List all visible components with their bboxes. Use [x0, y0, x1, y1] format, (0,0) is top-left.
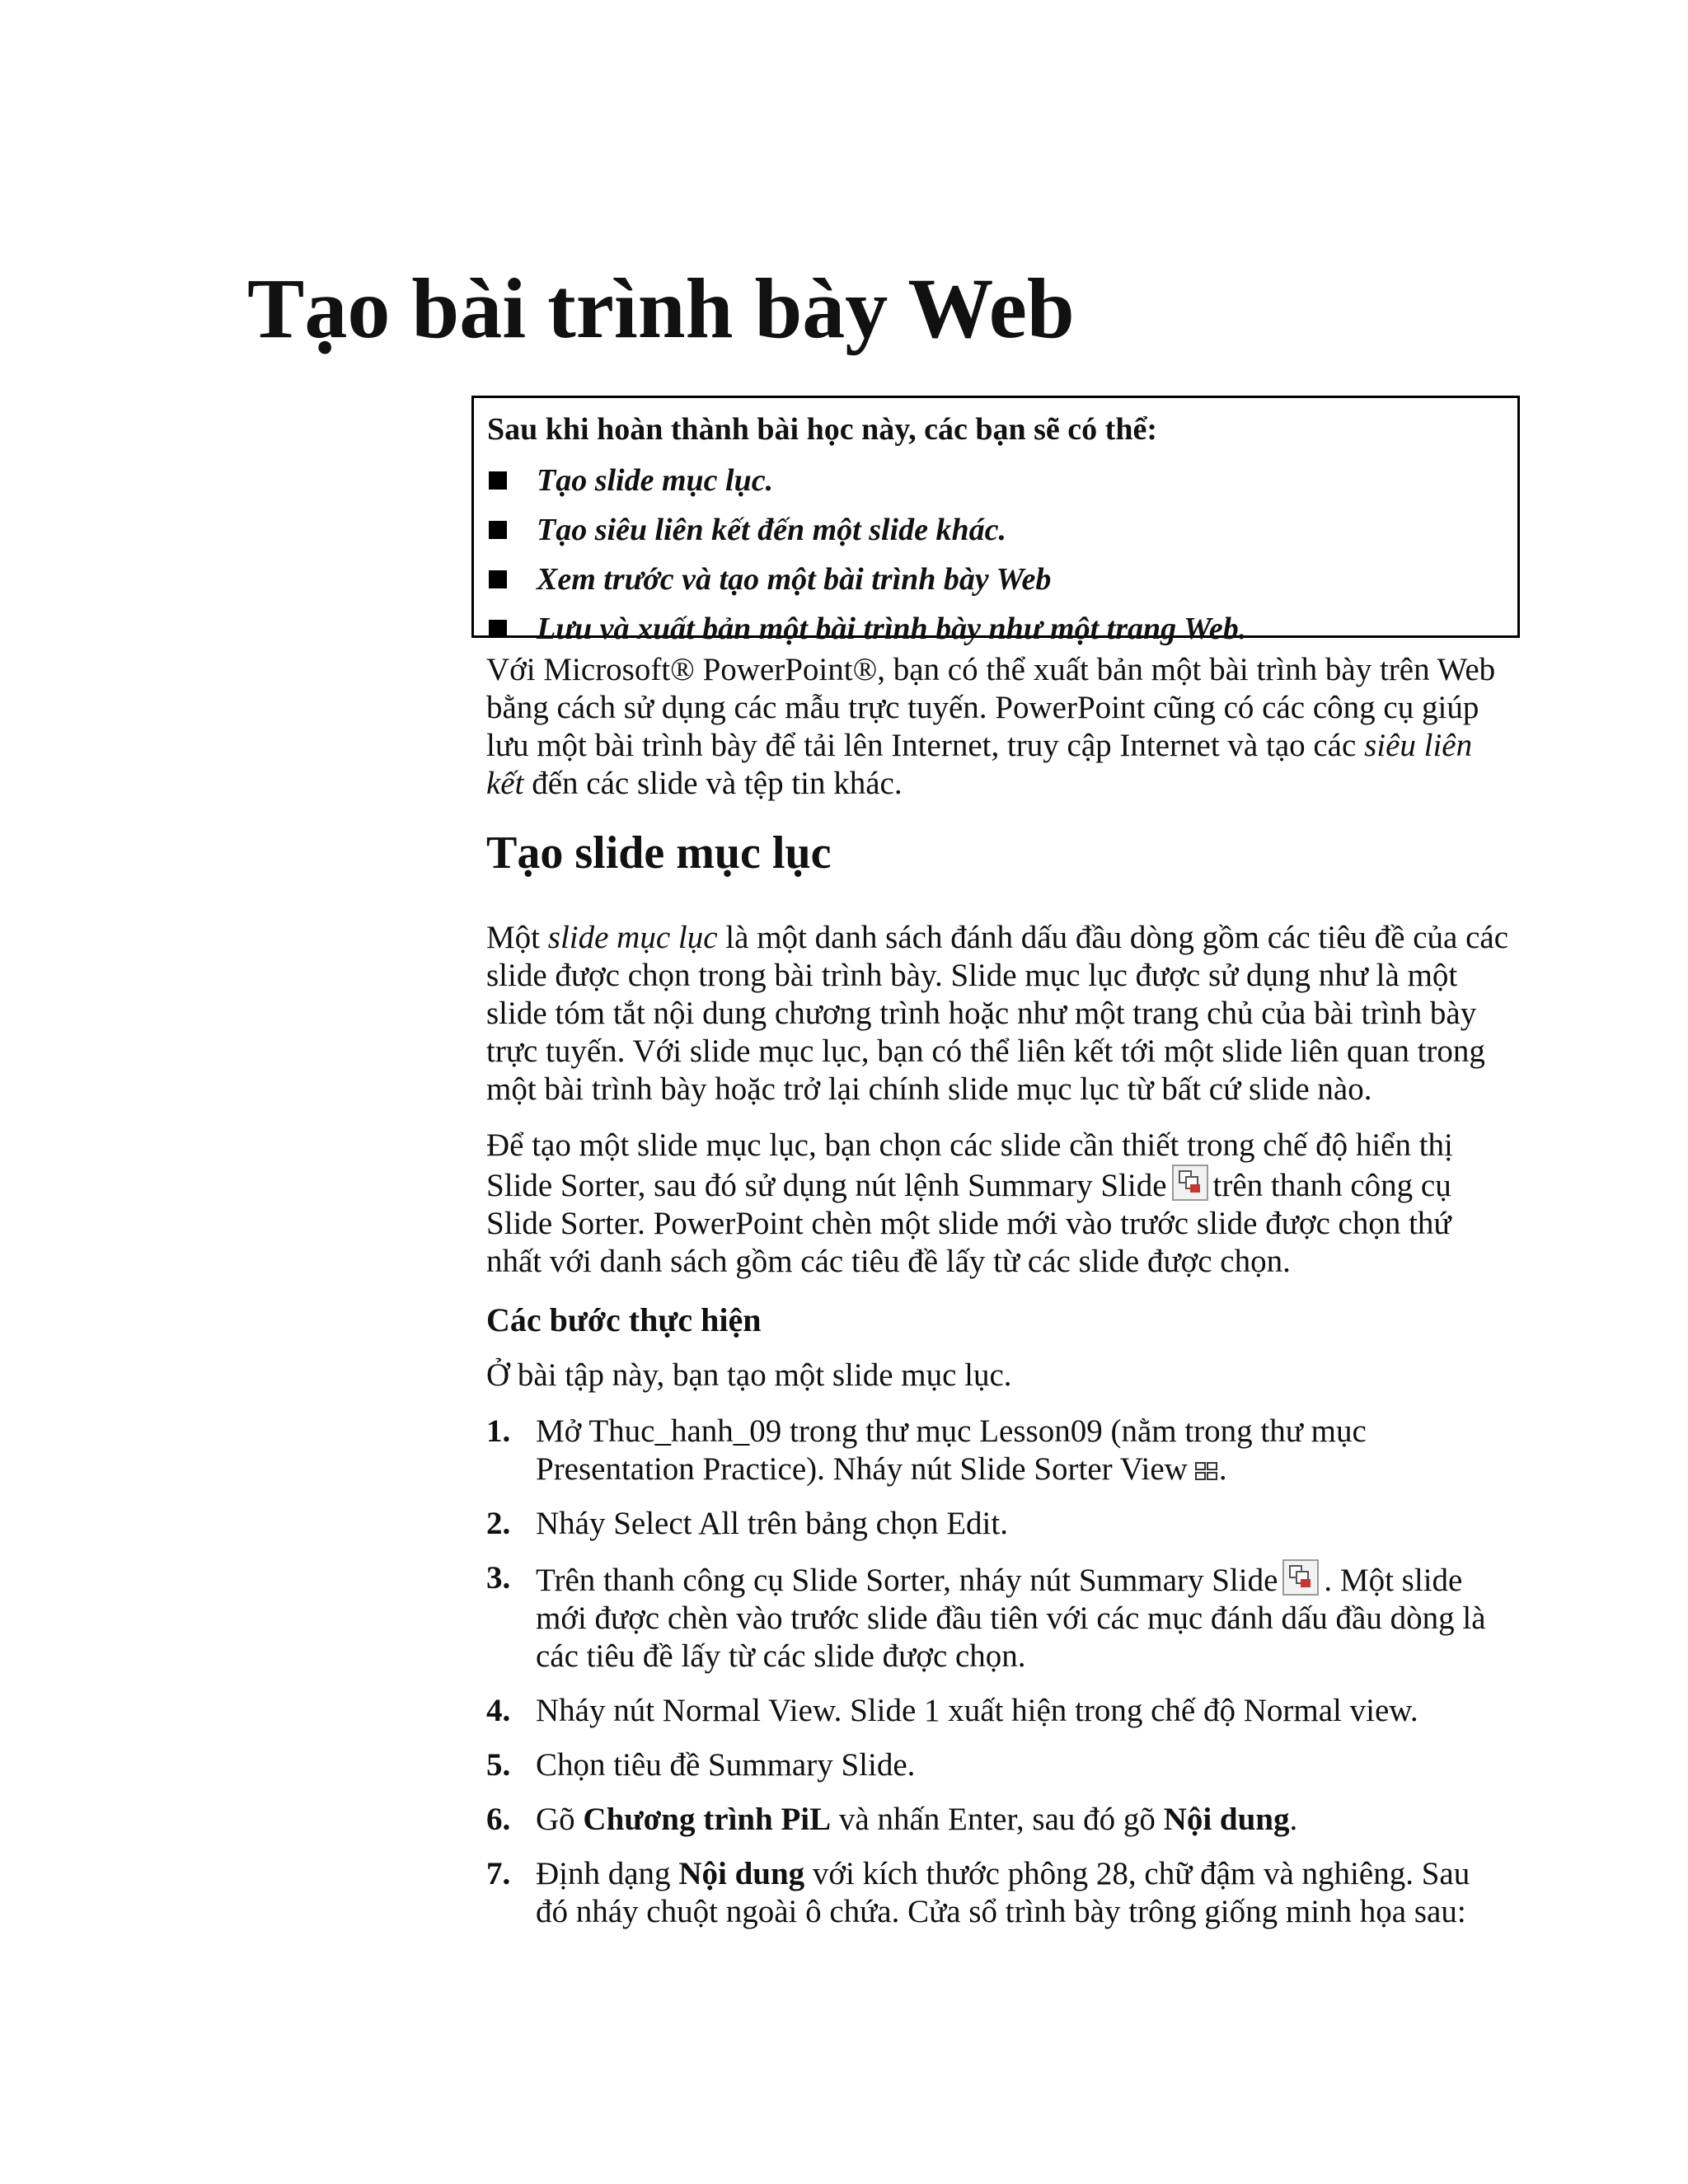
- bullet-square-icon: [489, 471, 507, 490]
- step-item: 3. Trên thanh công cụ Slide Sorter, nháy nút Summary Slide . Một slide mới được chèn vào trước slide đầu tiên với các mục đánh dấu đầu dòng là các tiêu đề lấy từ các slide được chọn.: [486, 1560, 1486, 1675]
- steps-heading: Các bước thực hiện: [486, 1301, 762, 1339]
- page-title: Tạo bài trình bày Web: [247, 261, 1075, 356]
- objective-item: Lưu và xuất bản một bài trình bày như một trang Web.: [487, 604, 1504, 654]
- steps-intro: Ở bài tập này, bạn tạo một slide mục lục.: [486, 1357, 1012, 1394]
- step-item: 7. Định dạng Nội dung với kích thước phông 28, chữ đậm và nghiêng. Sau đó nháy chuột ngoài ô chứa. Cửa sổ trình bày trông giống minh họa sau:: [486, 1856, 1470, 1930]
- steps-list: [486, 1413, 1508, 1931]
- summary-slide-icon: [1172, 1165, 1208, 1201]
- intro-paragraph: Với Microsoft® PowerPoint®, bạn có thể xuất bản một bài trình bày trên Web bằng cách sử dụng các mẫu trực tuyến. PowerPoint cũng có các công cụ giúp lưu một bài trình bày để tải lên Internet, truy cập Internet và tạo các siêu liên kết đến các slide và tệp tin khác.: [486, 652, 1496, 801]
- slide-sorter-view-icon: [1194, 1461, 1219, 1481]
- summary-slide-icon: [1282, 1559, 1319, 1596]
- objectives-box: [471, 396, 1520, 646]
- step-item: 5. Chọn tiêu đề Summary Slide.: [486, 1747, 916, 1783]
- main-content: [486, 651, 1508, 1947]
- bullet-square-icon: [489, 620, 507, 638]
- step-item: 6. Gõ Chương trình PiL và nhấn Enter, sau đó gõ Nội dung.: [486, 1802, 1298, 1838]
- bullet-square-icon: [489, 570, 507, 588]
- step-item: 2. Nháy Select All trên bảng chọn Edit.: [486, 1506, 1008, 1542]
- step-item: 1. Mở Thuc_hanh_09 trong thư mục Lesson09 (nằm trong thư mục Presentation Practice). Nháy nút Slide Sorter View .: [486, 1413, 1367, 1488]
- section-paragraph-2: Để tạo một slide mục lục, bạn chọn các slide cần thiết trong chế độ hiển thị Slide Sorter, sau đó sử dụng nút lệnh Summary Slide trên thanh công cụ Slide Sorter. PowerPoint chèn một slide mới vào trước slide được chọn thứ nhất với danh sách gồm các tiêu đề lấy từ các slide được chọn.: [486, 1127, 1453, 1280]
- objective-item: Tạo siêu liên kết đến một slide khác.: [487, 505, 1504, 555]
- objectives-heading: Sau khi hoàn thành bài học này, các bạn sẽ có thể:: [487, 412, 1157, 447]
- objective-item: Tạo slide mục lục.: [487, 456, 1504, 505]
- section-paragraph-1: Một slide mục lục là một danh sách đánh dấu đầu dòng gồm các tiêu đề của các slide được chọn trong bài trình bày. Slide mục lục được sử dụng như là một slide tóm tắt nội dung chương trình hoặc như một trang chủ của bài trình bày trực tuyến. Với slide mục lục, bạn có thể liên kết tới một slide liên quan trong một bài trình bày hoặc trở lại chính slide mục lục từ bất cứ slide nào.: [486, 920, 1509, 1108]
- objective-item: Xem trước và tạo một bài trình bày Web: [487, 555, 1504, 604]
- objectives-list: [487, 456, 1504, 654]
- section-heading: Tạo slide mục lục: [486, 827, 832, 879]
- bullet-square-icon: [489, 521, 507, 539]
- step-item: 4. Nháy nút Normal View. Slide 1 xuất hiện trong chế độ Normal view.: [486, 1693, 1418, 1729]
